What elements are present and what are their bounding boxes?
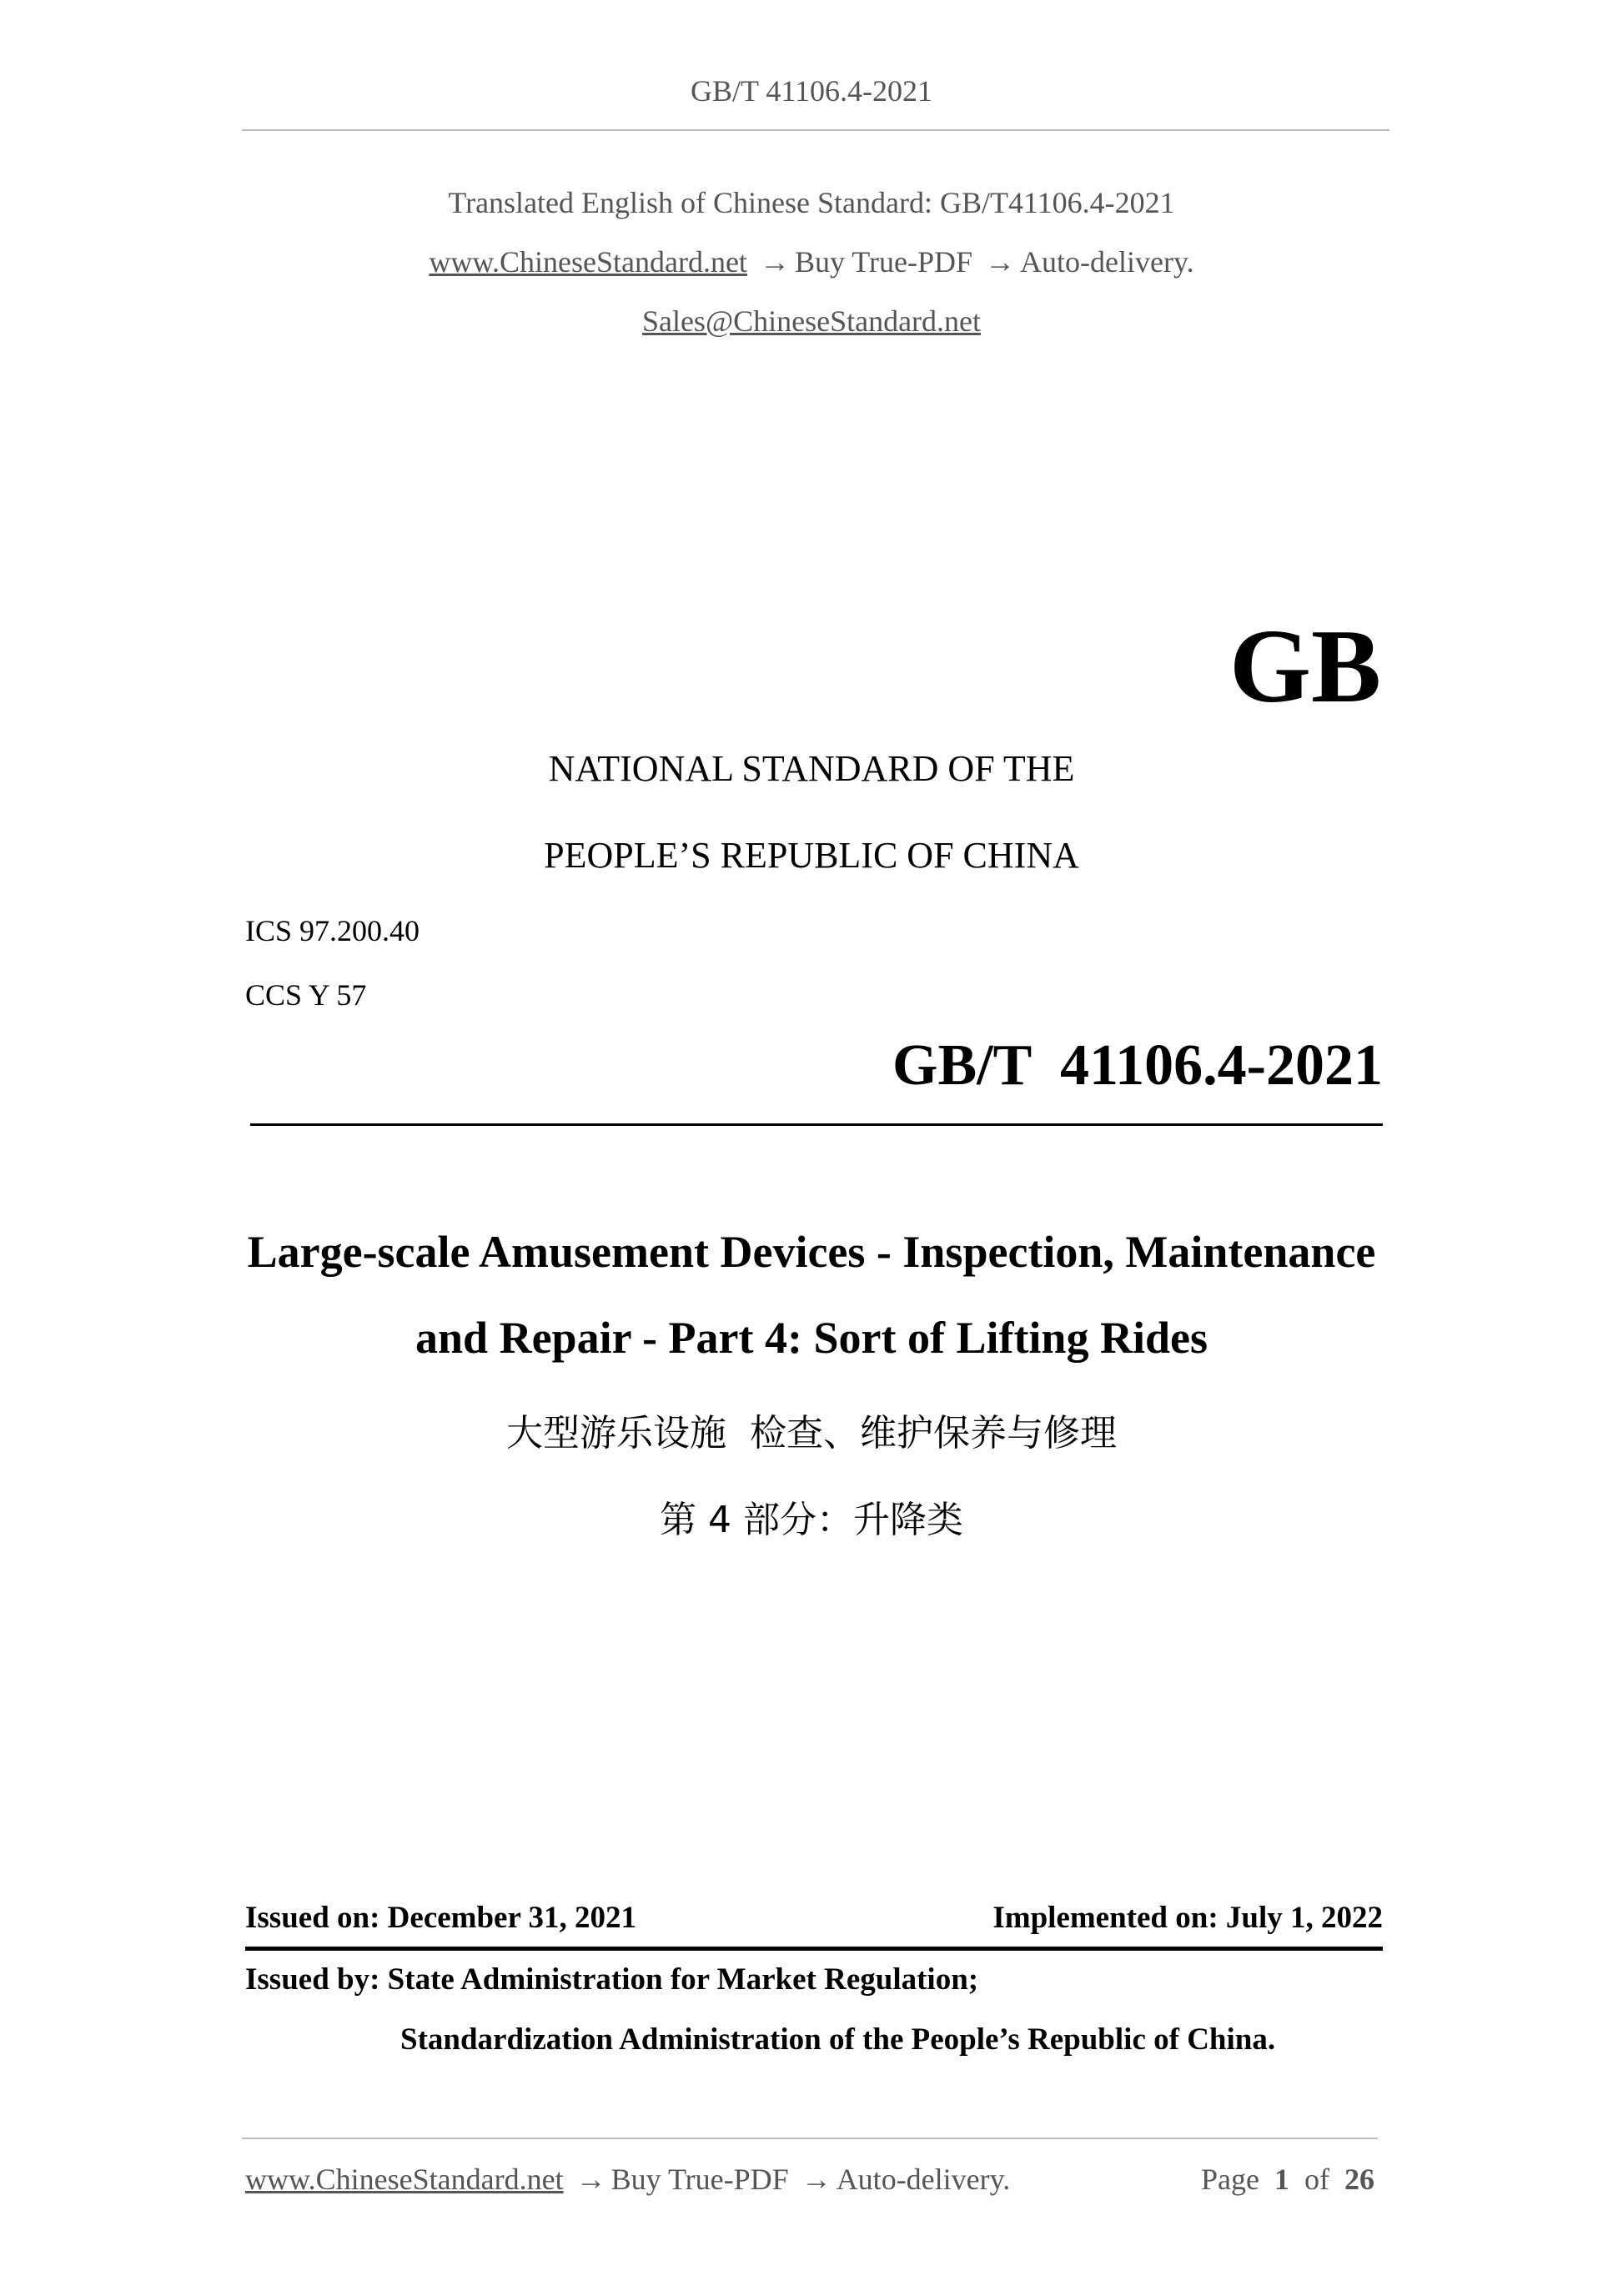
page-of: of — [1304, 2163, 1329, 2196]
title-chinese-line-1: 大型游乐设施 检查、维护保养与修理 — [506, 1412, 1117, 1454]
arrow-right-icon: → — [575, 2163, 606, 2196]
page-total: 26 — [1344, 2163, 1374, 2196]
title-english-line-2: and Repair - Part 4: Sort of Lifting Rides — [415, 1313, 1208, 1363]
page-label: Page — [1201, 2163, 1259, 2196]
footer-buy-line — [245, 2162, 1010, 2197]
page-indicator — [1201, 2162, 1374, 2197]
issued-by: Issued by: State Administration for Market Regulation; — [245, 1962, 979, 1997]
footer-divider — [242, 2138, 1378, 2139]
ccs-code: CCS Y 57 — [245, 978, 367, 1012]
ics-code: ICS 97.200.40 — [245, 914, 420, 947]
title-divider — [250, 1123, 1383, 1126]
issued-on-date: Issued on: December 31, 2021 — [245, 1901, 636, 1935]
arrow-right-icon: → — [801, 2163, 832, 2196]
footer-site-link[interactable]: www.ChineseStandard.net — [245, 2163, 564, 2196]
site-link[interactable]: www.ChineseStandard.net — [429, 245, 747, 279]
translated-notice: Translated English of Chinese Standard: GB/T41106.4-2021 — [448, 186, 1175, 219]
title-english-line-1: Large-scale Amusement Devices - Inspection, Maintenance — [247, 1227, 1376, 1277]
arrow-right-icon: → — [759, 245, 790, 279]
standard-number: GB/T 41106.4-2021 — [892, 1033, 1383, 1098]
national-standard-heading: NATIONAL STANDARD OF THE — [548, 748, 1075, 789]
gb-logo: GB — [1229, 609, 1381, 725]
footer-buy-text: Buy True-PDF — [611, 2163, 789, 2196]
delivery-text: Auto-delivery. — [1020, 245, 1194, 279]
arrow-right-icon: → — [985, 245, 1016, 279]
page-current: 1 — [1274, 2163, 1289, 2196]
running-header: GB/T 41106.4-2021 — [690, 74, 932, 108]
buy-text: Buy True-PDF — [794, 245, 973, 279]
sales-email-link[interactable]: Sales@ChineseStandard.net — [641, 304, 982, 338]
national-standard-heading-line-2: PEOPLE’S REPUBLIC OF CHINA — [544, 835, 1079, 876]
sales-line — [0, 304, 1623, 339]
issued-by-line-2: Standardization Administration of the People’s Republic of China. — [400, 2022, 1276, 2057]
footer-delivery-text: Auto-delivery. — [836, 2163, 1011, 2196]
issue-divider — [245, 1947, 1383, 1951]
implemented-on-date: Implemented on: July 1, 2022 — [992, 1901, 1383, 1935]
buy-line — [0, 244, 1623, 279]
title-chinese-line-2: 第 4 部分：升降类 — [660, 1499, 963, 1541]
header-divider — [242, 129, 1389, 131]
